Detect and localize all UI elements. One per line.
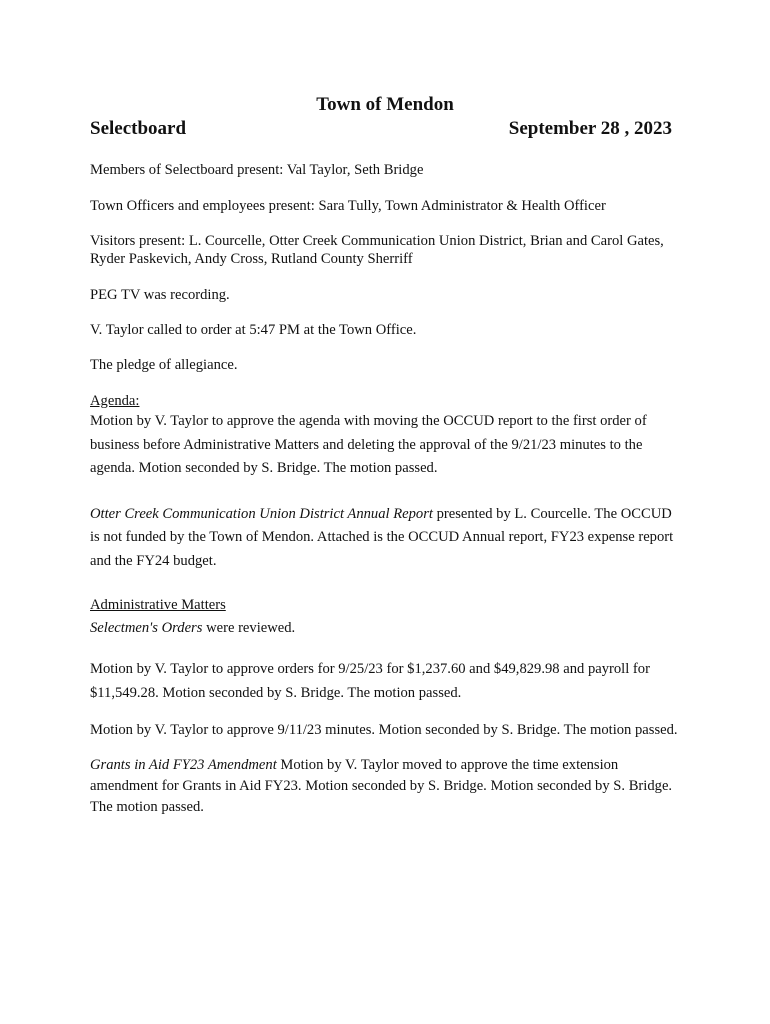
grants-in-aid [90,755,680,818]
visitors-present: Visitors present: L. Courcelle, Otter Creek Communication Union District, Brian and Carol Gates, Ryder Paskevich, Andy Cross, Rutland County Sherriff [90,233,664,267]
occud-report [90,503,680,574]
orders-motion: Motion by V. Taylor to approve orders for 9/25/23 for $1,237.60 and $49,829.98 and payroll for $11,549.28. Motion seconded by S. Bridge. The motion passed. [90,661,650,701]
agenda-motion: Motion by V. Taylor to approve the agenda with moving the OCCUD report to the first order of business before Administrative Matters and deleting the approval of the 9/21/23 minutes to the agenda. Motion seconded by S. Bridge. The motion passed. [90,413,647,476]
selectmen-orders [90,617,680,640]
occud-report-text: presented by L. Courcelle. The OCCUD is not funded by the Town of Mendon. Attached is the OCCUD Annual report, FY23 expense report and the FY24 budget. [90,505,674,569]
selectmen-orders-text: were reviewed. [202,620,296,636]
document-subheader [90,117,672,141]
board-name: Selectboard [90,118,187,139]
peg-tv-note: PEG TV was recording. [90,287,230,303]
minutes-motion: Motion by V. Taylor to approve 9/11/23 minutes. Motion seconded by S. Bridge. The motion passed. [90,722,678,738]
meeting-date: September 28 , 2023 [508,118,672,139]
agenda-heading: Agenda: [90,393,140,409]
officers-present: Town Officers and employees present: Sara Tully, Town Administrator & Health Officer [90,198,606,214]
grants-in-aid-text: Motion by V. Taylor moved to approve the time extension amendment for Grants in Aid FY23. Motion seconded by S. Bridge. Motion seconded by S. Bridge. The motion passed. [90,757,673,815]
occud-report-title: Otter Creek Communication Union District Annual Report [90,505,433,522]
call-to-order: V. Taylor called to order at 5:47 PM at the Town Office. [90,322,417,338]
members-present: Members of Selectboard present: Val Taylor, Seth Bridge [90,162,424,178]
grants-in-aid-title: Grants in Aid FY23 Amendment [90,757,277,773]
admin-heading: Administrative Matters [90,597,226,613]
pledge: The pledge of allegiance. [90,357,238,373]
selectmen-orders-title: Selectmen's Orders [90,620,203,636]
document-title: Town of Mendon [316,94,454,115]
minutes-body [90,161,680,818]
